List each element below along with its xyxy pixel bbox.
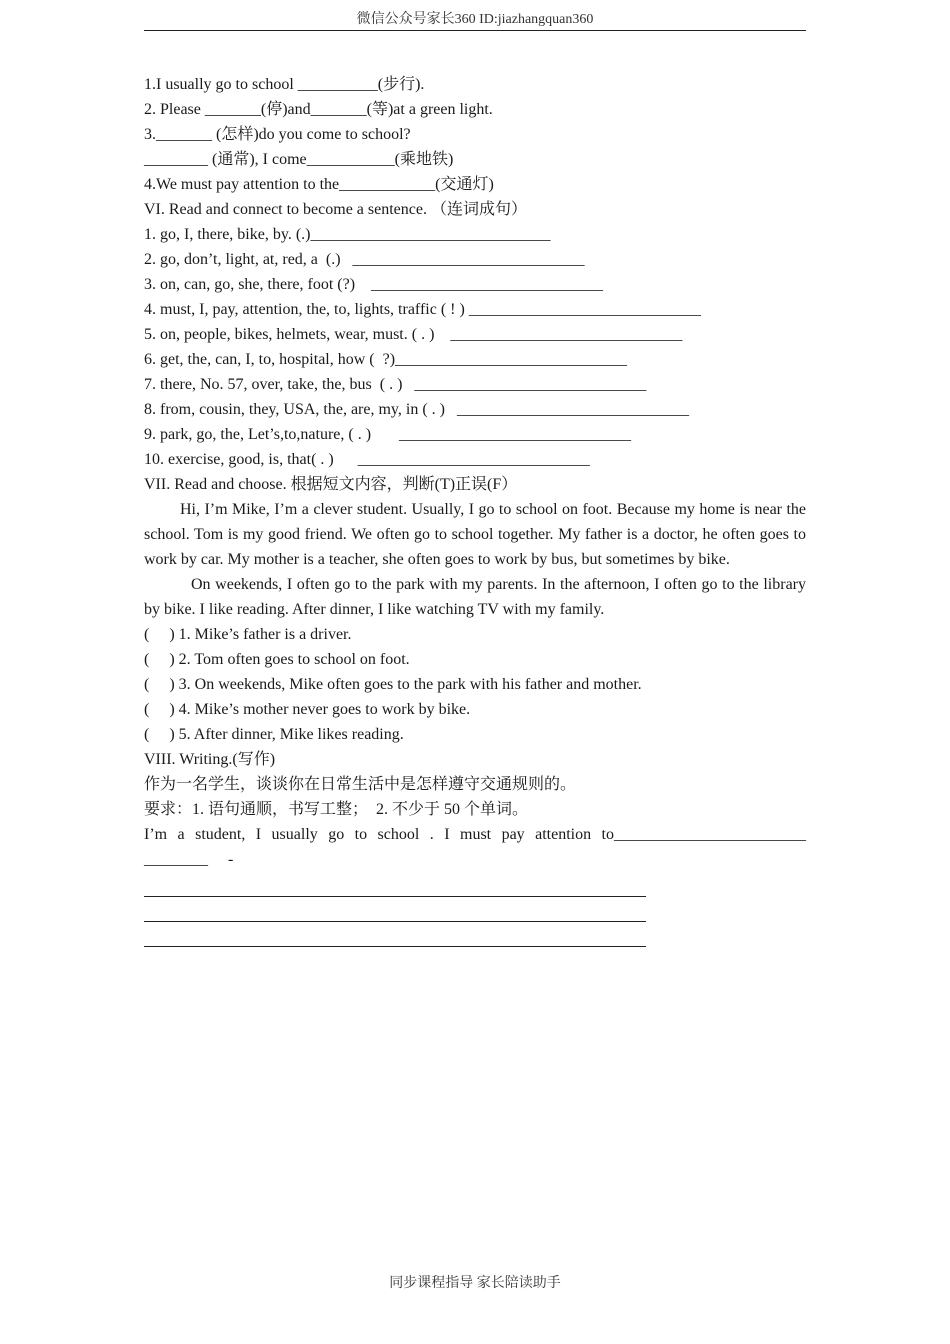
judge-question: ( ) 2. Tom often goes to school on foot.: [144, 651, 410, 668]
connect-item: 7. there, No. 57, over, take, the, bus ( . ) _____________________________: [144, 376, 647, 393]
judge-question: ( ) 1. Mike’s father is a driver.: [144, 626, 352, 643]
reading-passage-1: Hi, I’m Mike, I’m a clever student. Usually, I go to school on foot. Because my home is near the school. Tom is my good friend. We often go to school together. My father is a doctor, he often goes to work by car. My mother is a teacher, she often goes to work by bus, but sometimes by bike.: [144, 501, 806, 568]
writing-line: [144, 922, 646, 947]
section-7-title: VII. Read and choose. 根据短文内容，判断(T)正误(F）: [144, 476, 518, 493]
worksheet-content: [144, 72, 806, 947]
writing-line: [144, 872, 646, 897]
fill-in-item: 3._______ (怎样)do you come to school?: [144, 126, 411, 143]
connect-item: 6. get, the, can, I, to, hospital, how ( ?)_____________________________: [144, 351, 628, 368]
section-6-title: VI. Read and connect to become a sentence. （连词成句）: [144, 201, 527, 218]
connect-item: 1. go, I, there, bike, by. (.)______________________________: [144, 226, 551, 243]
page-footer: 同步课程指导 家长陪读助手: [389, 1276, 561, 1291]
fill-in-item: ________ (通常), I come___________(乘地铁): [144, 151, 454, 168]
connect-item: 3. on, can, go, she, there, foot (?) _____________________________: [144, 276, 604, 293]
reading-passage-2: On weekends, I often go to the park with my parents. In the afternoon, I often go to the library by bike. I like reading. After dinner, I like watching TV with my family.: [144, 576, 806, 618]
connect-item: 2. go, don’t, light, at, red, a (.) _____________________________: [144, 251, 585, 268]
fill-in-item: 1.I usually go to school __________(步行).: [144, 76, 425, 93]
connect-item: 8. from, cousin, they, USA, the, are, my, in ( . ) _____________________________: [144, 401, 689, 418]
connect-item: 9. park, go, the, Let’s,to,nature, ( . ) _____________________________: [144, 426, 632, 443]
writing-line: [144, 897, 646, 922]
connect-item: 5. on, people, bikes, helmets, wear, must. ( . ) _____________________________: [144, 326, 683, 343]
writing-prompt: 作为一名学生，谈谈你在日常生活中是怎样遵守交通规则的。: [144, 776, 577, 793]
judge-question: ( ) 5. After dinner, Mike likes reading.: [144, 726, 404, 743]
fill-in-item: 2. Please _______(停)and_______(等)at a green light.: [144, 101, 493, 118]
connect-item: 10. exercise, good, is, that( . ) _____________________________: [144, 451, 590, 468]
writing-requirement: 要求：1. 语句通顺，书写工整； 2. 不少于 50 个单词。: [144, 801, 529, 818]
writing-start-line: I’m a student, I usually go to school . I must pay attention to________________________: [144, 826, 806, 843]
judge-question: ( ) 4. Mike’s mother never goes to work by bike.: [144, 701, 471, 718]
section-8-title: VIII. Writing.(写作): [144, 751, 276, 768]
fill-in-item: 4.We must pay attention to the____________(交通灯): [144, 176, 494, 193]
page-header: 微信公众号家长360 ID:jiazhangquan360: [144, 10, 806, 31]
judge-question: ( ) 3. On weekends, Mike often goes to the park with his father and mother.: [144, 676, 642, 693]
connect-item: 4. must, I, pay, attention, the, to, lights, traffic ( ! ) _____________________________: [144, 301, 701, 318]
writing-continuation: ________ -: [144, 851, 234, 868]
